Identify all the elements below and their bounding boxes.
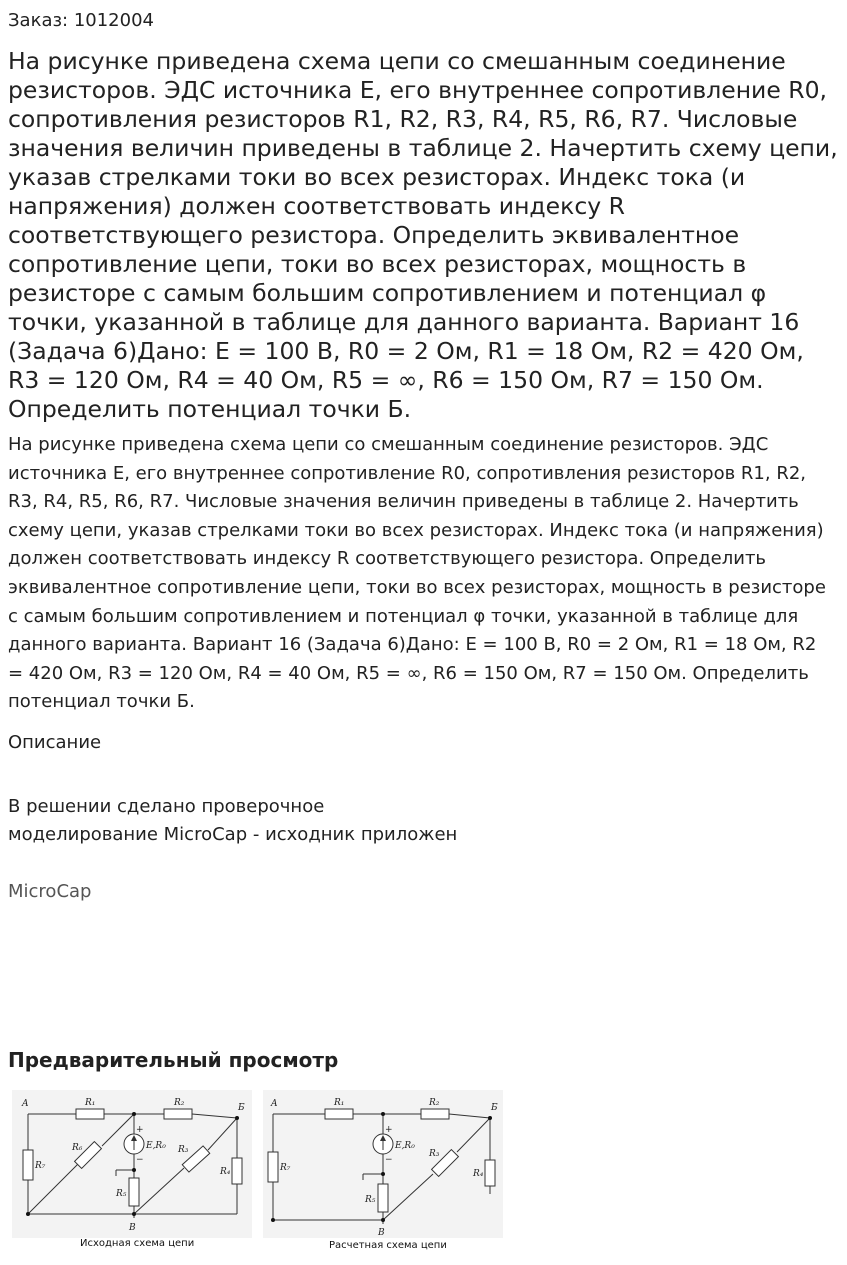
- r1-label-calc: R₁: [334, 1098, 345, 1108]
- r2-label-calc: R₂: [429, 1098, 440, 1108]
- resistor-r4-calc: [485, 1160, 495, 1186]
- resistor-r1: [76, 1109, 104, 1119]
- r4-label-calc: R₄: [473, 1169, 484, 1179]
- source-label-calc: E,R₀: [395, 1141, 415, 1151]
- node-b-label: Б: [238, 1103, 245, 1113]
- preview-caption-calculation: Расчетная схема цепи: [329, 1240, 447, 1251]
- r3-label: R₃: [178, 1145, 189, 1155]
- description-heading: Описание: [8, 732, 102, 753]
- r7-label-calc: R₇: [280, 1163, 291, 1173]
- preview-image-calculation-circuit[interactable]: [263, 1090, 503, 1238]
- source-minus: −: [136, 1155, 144, 1165]
- node-b-label-calc: Б: [491, 1103, 498, 1113]
- r2-label: R₂: [174, 1098, 185, 1108]
- source-plus-calc: +: [385, 1125, 393, 1135]
- r4-label: R₄: [220, 1167, 231, 1177]
- r5-label: R₅: [116, 1189, 127, 1199]
- software-tag[interactable]: MicroCap: [8, 881, 92, 902]
- resistor-r5-calc: [378, 1184, 388, 1212]
- description-line-1: В решении сделано проверочное: [8, 796, 325, 817]
- resistor-r7-calc: [268, 1152, 278, 1182]
- node-a-label-calc: A: [271, 1099, 278, 1109]
- r6-label: R₆: [72, 1143, 83, 1153]
- r1-label: R₁: [85, 1098, 96, 1108]
- circuit-diagram-original: [12, 1090, 252, 1238]
- resistor-r2: [164, 1109, 192, 1119]
- preview-image-original-circuit[interactable]: [12, 1090, 252, 1238]
- preview-heading: Предварительный просмотр: [8, 1048, 339, 1072]
- r5-label-calc: R₅: [365, 1195, 376, 1205]
- r3-label-calc: R₃: [429, 1149, 440, 1159]
- r7-label: R₇: [35, 1161, 46, 1171]
- resistor-r4: [232, 1158, 242, 1184]
- source-label: E,R₀: [146, 1141, 166, 1151]
- preview-caption-original: Исходная схема цепи: [80, 1238, 195, 1249]
- task-description: На рисунке приведена схема цепи со смешанным соединение резисторов. ЭДС источника Е, его внутреннее сопротивление R0, сопротивления резисторов R1, R2, R3, R4, R5, R6, R7. Числовые значения величин приведены в таблице 2. Начертить схему цепи, указав стрелками токи во всех резисторах. Индекс тока (и напряжения) должен соответствовать индексу R соответствующего резистора. Определить эквивалентное сопротивление цепи, токи во всех резисторах, мощность в резисторе с самым большим сопротивлением и потенциал φ точки, указанной в таблице для данного варианта. Вариант 16 (Задача 6)Дано: E = 100 В, R0 = 2 Ом, R1 = 18 Ом, R2 = 420 Ом, R3 = 120 Ом, R4 = 40 Ом, R5 = ∞, R6 = 150 Ом, R7 = 150 Ом. Определить потенциал точки Б.: [8, 434, 826, 713]
- resistor-r7: [23, 1150, 33, 1180]
- resistor-r1-calc: [325, 1109, 353, 1119]
- resistor-r2-calc: [421, 1109, 449, 1119]
- node-v-label: В: [129, 1223, 136, 1233]
- source-plus: +: [136, 1125, 144, 1135]
- node-v-label-calc: В: [378, 1228, 385, 1238]
- node-a-label: A: [22, 1099, 29, 1109]
- task-title: На рисунке приведена схема цепи со смешанным соединение резисторов. ЭДС источника Е, его внутреннее сопротивление R0, сопротивления резисторов R1, R2, R3, R4, R5, R6, R7. Числовые значения величин приведены в таблице 2. Начертить схему цепи, указав стрелками токи во всех резисторах. Индекс тока (и напряжения) должен соответствовать индексу R соответствующего резистора. Определить эквивалентное сопротивление цепи, токи во всех резисторах, мощность в резисторе с самым большим сопротивлением и потенциал φ точки, указанной в таблице для данного варианта. Вариант 16 (Задача 6)Дано: E = 100 В, R0 = 2 Ом, R1 = 18 Ом, R2 = 420 Ом, R3 = 120 Ом, R4 = 40 Ом, R5 = ∞, R6 = 150 Ом, R7 = 150 Ом. Определить потенциал точки Б.: [8, 47, 838, 423]
- order-number: Заказ: 1012004: [8, 10, 154, 31]
- source-minus-calc: −: [385, 1155, 393, 1165]
- description-line-2: моделирование MicroCap - исходник приложен: [8, 824, 458, 845]
- circuit-diagram-calculation: [263, 1090, 503, 1238]
- resistor-r5: [129, 1178, 139, 1206]
